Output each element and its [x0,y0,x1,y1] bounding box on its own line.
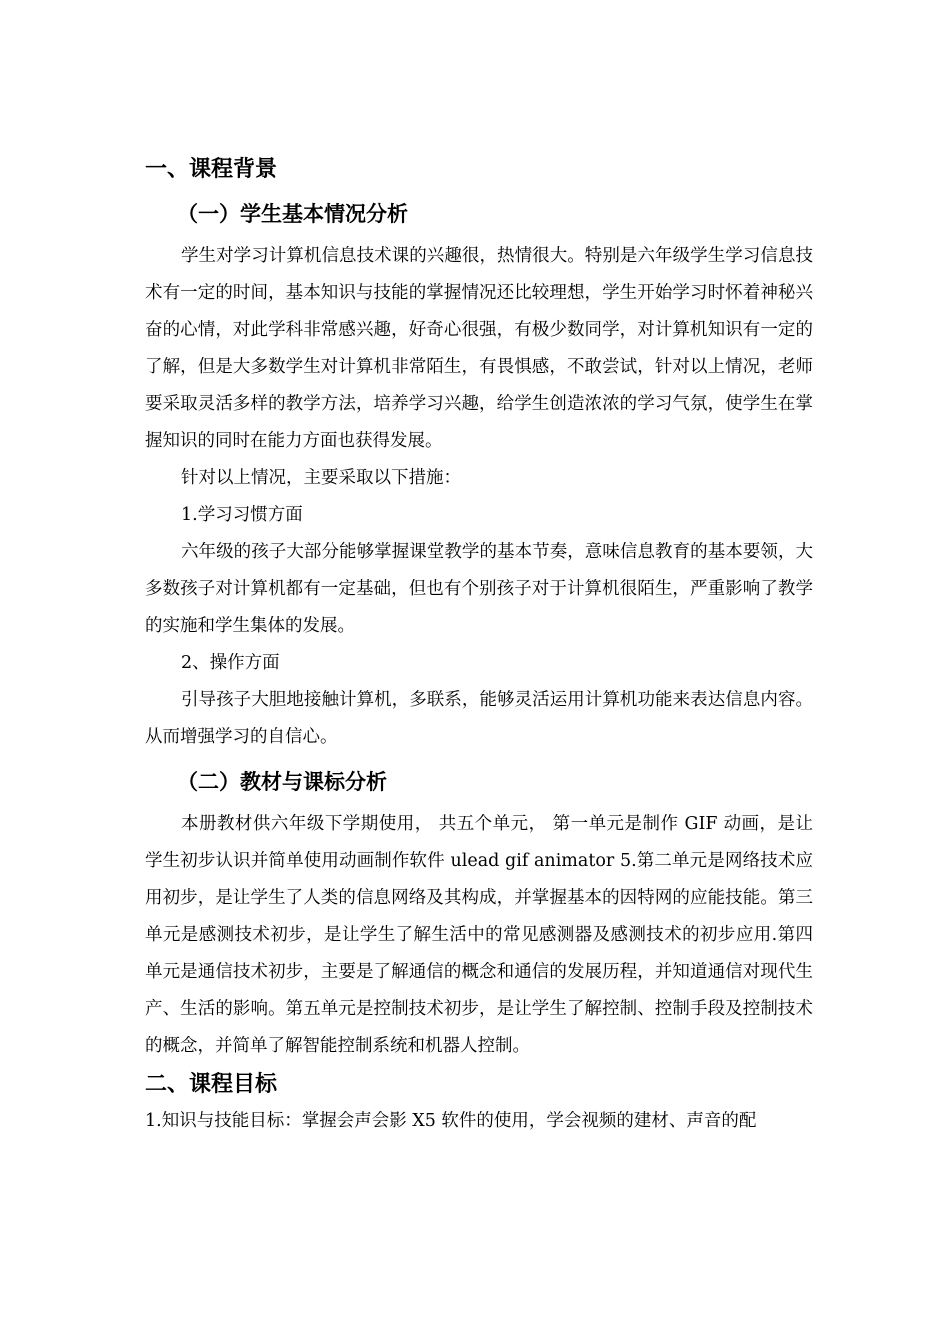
paragraph-textbook-units: 本册教材供六年级下学期使用， 共五个单元， 第一单元是制作 GIF 动画，是让学生初步认识并简单使用动画制作软件 ulead gif animator 5.第二单元是网络技术应用初步，是让学生了人类的信息网络及其构成，并掌握基本的因特网的应能技能。第三单元是感测技术初步，是让学生了解生活中的常见感测器及感测技术的初步应用.第四单元是通信技术初步，主要是了解通信的概念和通信的发展历程，并知道通信对现代生产、生活的影响。第五单元是控制技术初步，是让学生了解控制、控制手段及控制技术的概念，并简单了解智能控制系统和机器人控制。 [145,814,813,1056]
subheading-textbook-analysis: （二）教材与课标分析 [177,769,387,794]
list-item-operation: 2、操作方面 [181,653,280,673]
section-heading-course-goals: 二、课程目标 [145,1072,278,1097]
list-item-study-habits: 1.学习习惯方面 [181,505,303,525]
section-heading-course-background: 一、课程背景 [145,157,278,182]
subheading-student-analysis: （一）学生基本情况分析 [177,201,408,226]
paragraph-knowledge-goal: 1.知识与技能目标：掌握会声会影 X5 软件的使用，学会视频的建材、声音的配 [145,1111,757,1131]
paragraph-study-habits: 六年级的孩子大部分能够掌握课堂教学的基本节奏，意味信息教育的基本要领，大多数孩子对计算机都有一定基础，但也有个别孩子对于计算机很陌生，严重影响了教学的实施和学生集体的发展。 [145,542,813,636]
paragraph-operation: 引导孩子大胆地接触计算机，多联系，能够灵活运用计算机功能来表达信息内容。从而增强学习的自信心。 [145,690,813,747]
paragraph-measures-intro: 针对以上情况，主要采取以下措施： [181,468,461,488]
document-body [145,152,813,1140]
paragraph-student-interest: 学生对学习计算机信息技术课的兴趣很，热情很大。特别是六年级学生学习信息技术有一定的时间，基本知识与技能的掌握情况还比较理想，学生开始学习时怀着神秘兴奋的心情，对此学科非常感兴趣，好奇心很强，有极少数同学，对计算机知识有一定的了解，但是大多数学生对计算机非常陌生，有畏惧感，不敢尝试，针对以上情况，老师要采取灵活多样的教学方法，培养学习兴趣，给学生创造浓浓的学习气氛，使学生在掌握知识的同时在能力方面也获得发展。 [145,246,813,451]
